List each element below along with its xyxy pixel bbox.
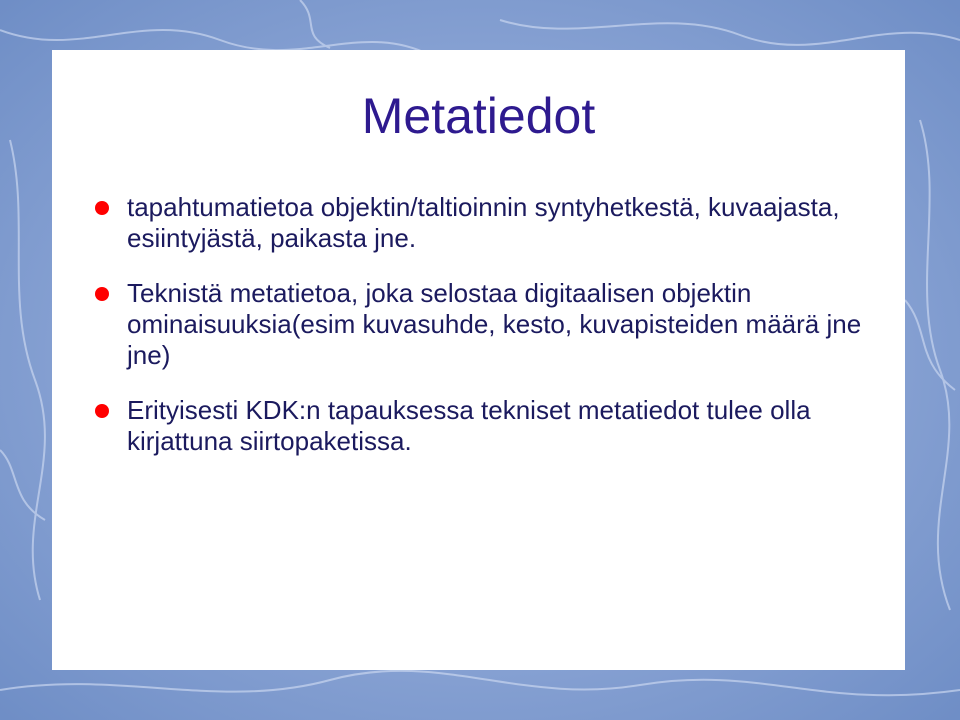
bullet-item (52, 278, 872, 371)
bullet-text: tapahtumatietoa objektin/taltioinnin syntyhetkestä, kuvaajasta, esiintyjästä, paikasta jne. (127, 192, 840, 253)
bullet-dot-icon (95, 404, 109, 418)
slide-content-area (52, 50, 905, 670)
bullet-text: Erityisesti KDK:n tapauksessa tekniset metatiedot tulee olla kirjattuna siirtopaketissa. (127, 395, 811, 456)
bullet-list (52, 192, 872, 481)
bullet-item (52, 192, 872, 254)
bullet-item (52, 395, 872, 457)
bullet-dot-icon (95, 287, 109, 301)
slide-title: Metatiedot (361, 88, 596, 144)
bullet-text: Teknistä metatietoa, joka selostaa digitaalisen objektin ominaisuuksia(esim kuvasuhde, kesto, kuvapisteiden määrä jne jne) (127, 278, 862, 370)
bullet-dot-icon (95, 201, 109, 215)
